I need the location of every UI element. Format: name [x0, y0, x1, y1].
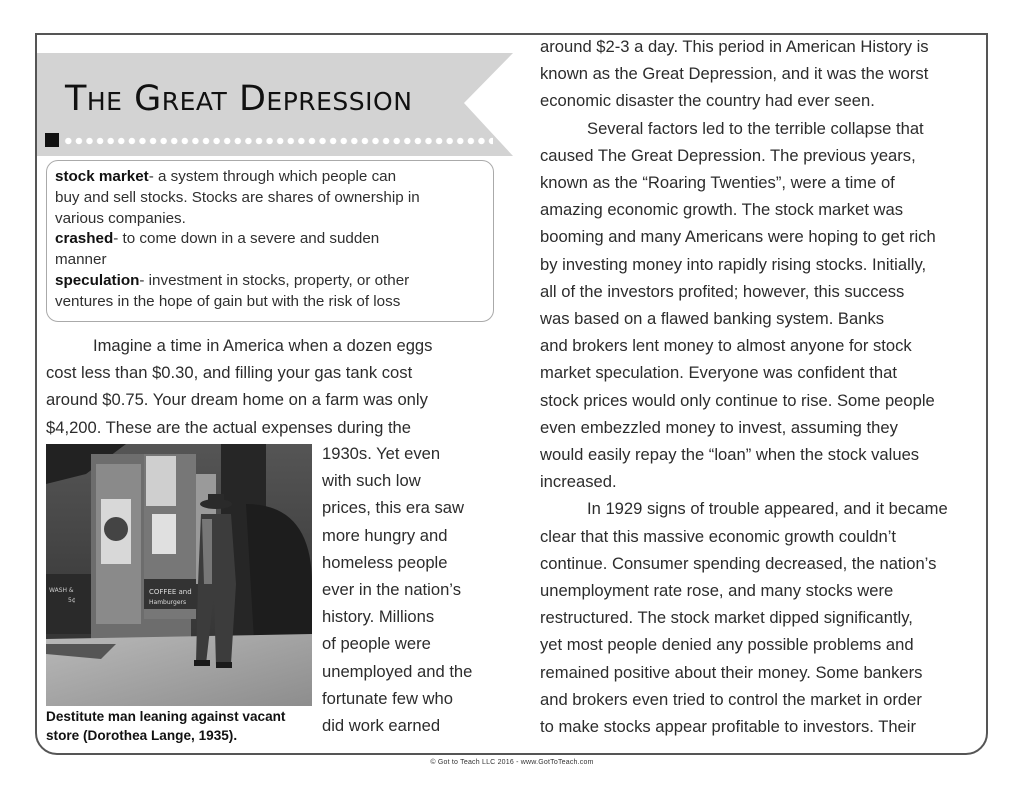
wrapped-paragraph: [322, 440, 502, 739]
intro-paragraph: [46, 332, 496, 441]
page-title: The Great Depression: [65, 79, 413, 119]
vocab-entry-stock-market: [55, 167, 485, 229]
text-line: amazing economic growth. The stock market was: [540, 200, 904, 220]
svg-text:Hamburgers: Hamburgers: [149, 599, 187, 606]
text-line: to make stocks appear profitable to investors. Their: [540, 717, 917, 737]
text-line: market speculation. Everyone was confident that: [540, 363, 897, 383]
text-line: homeless people: [322, 552, 448, 572]
vocab-entry-speculation: [55, 271, 485, 313]
banner-dotted-line: [63, 137, 493, 145]
text-line: booming and many Americans were hoping to get rich: [540, 227, 936, 247]
text-line: Imagine a time in America when a dozen eggs: [93, 336, 433, 355]
text-line: $4,200. These are the actual expenses during the: [46, 417, 412, 437]
text-line: did work earned: [322, 716, 441, 736]
vocab-definition: manner: [55, 251, 107, 269]
text-line: known as the Great Depression, and it was the worst: [540, 64, 929, 84]
text-line: by investing money into rapidly rising stocks. Initially,: [540, 254, 927, 274]
title-banner: [37, 53, 513, 156]
photo-caption: [46, 707, 326, 745]
vocab-definition: buy and sell stocks. Stocks are shares of ownership in: [55, 188, 420, 206]
text-line: all of the investors profited; however, this success: [540, 281, 905, 301]
vocab-definition: - investment in stocks, property, or other: [139, 271, 410, 289]
historical-photo: [46, 444, 312, 706]
text-line: stock prices would only continue to rise. Some people: [540, 390, 935, 410]
vocab-entry-crashed: [55, 229, 485, 271]
text-line: around $2-3 a day. This period in American History is: [540, 37, 929, 56]
text-line: and brokers lent money to almost anyone for stock: [540, 336, 912, 356]
text-line: cost less than $0.30, and filling your gas tank cost: [46, 363, 413, 383]
vocab-term: speculation: [55, 271, 140, 289]
text-line: remained positive about their money. Some bankers: [540, 662, 923, 682]
text-line: continue. Consumer spending decreased, the nation’s: [540, 553, 937, 573]
svg-text:WASH &: WASH &: [49, 587, 74, 594]
text-line: clear that this massive economic growth couldn’t: [540, 526, 897, 546]
vocab-definition: - a system through which people can: [148, 168, 397, 185]
text-line: restructured. The stock market dipped significantly,: [540, 608, 913, 628]
text-line: and brokers even tried to control the market in order: [540, 689, 922, 709]
text-line: more hungry and: [322, 525, 448, 545]
vocab-definition: - to come down in a severe and sudden: [113, 230, 380, 248]
text-line: even embezzled money to invest, assuming they: [540, 417, 898, 437]
copyright-footer: © Got to Teach LLC 2016 - www.GotToTeach.com: [430, 759, 594, 766]
text-line: fortunate few who: [322, 688, 453, 708]
text-line: unemployed and the: [322, 661, 473, 681]
text-line: 1930s. Yet even: [322, 444, 441, 463]
text-line: unemployment rate rose, and many stocks were: [540, 581, 894, 601]
text-line: of people were: [322, 634, 431, 654]
vocab-term: crashed: [55, 230, 114, 248]
text-line: increased.: [540, 472, 617, 492]
banner-square-bullet: [45, 133, 59, 147]
caption-line: Destitute man leaning against vacant: [46, 709, 286, 724]
text-line: ever in the nation’s: [322, 580, 461, 600]
text-line: yet most people denied any possible problems and: [540, 635, 914, 655]
svg-text:5¢: 5¢: [68, 597, 76, 604]
text-line: with such low: [322, 471, 421, 491]
text-line: In 1929 signs of trouble appeared, and it became: [587, 499, 948, 519]
right-column-text: [540, 33, 990, 740]
text-line: Several factors led to the terrible collapse that: [587, 118, 924, 138]
vocab-definition: various companies.: [55, 209, 186, 227]
text-line: known as the “Roaring Twenties”, were a time of: [540, 173, 895, 193]
text-line: prices, this era saw: [322, 498, 465, 518]
vocabulary-box: [46, 160, 494, 322]
text-line: was based on a flawed banking system. Banks: [540, 309, 885, 329]
text-line: around $0.75. Your dream home on a farm was only: [46, 390, 428, 410]
vocab-term: stock market: [55, 168, 149, 185]
vocab-definition: ventures in the hope of gain but with the risk of loss: [55, 292, 401, 310]
photo-image: [46, 444, 312, 706]
svg-text:COFFEE and: COFFEE and: [149, 588, 192, 596]
text-line: economic disaster the country had ever seen.: [540, 91, 875, 111]
text-line: history. Millions: [322, 607, 435, 627]
text-line: would easily repay the “loan” when the stock values: [540, 445, 920, 465]
caption-line: store (Dorothea Lange, 1935).: [46, 728, 238, 743]
text-line: caused The Great Depression. The previous years,: [540, 145, 916, 165]
